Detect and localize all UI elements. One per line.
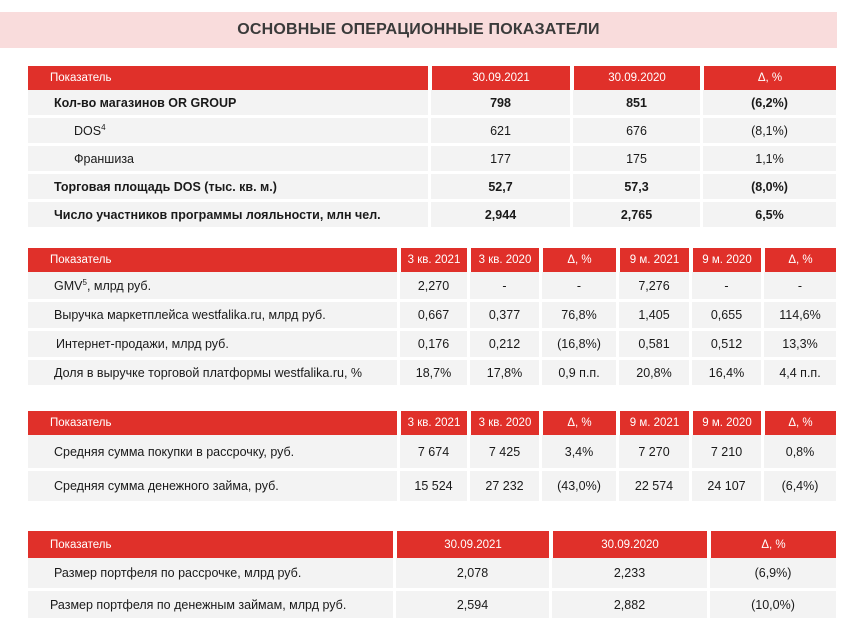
table-cell: 18,7%	[397, 360, 467, 388]
table-cell: 27 232	[467, 471, 539, 504]
column-header: 30.09.2020	[570, 66, 700, 90]
column-header: Δ, %	[539, 411, 616, 435]
table-cell: 0,8%	[761, 435, 836, 471]
table-cell: 2,944	[428, 202, 570, 230]
row-label: Доля в выручке торговой платформы westfalika.ru, %	[28, 360, 397, 388]
table-cell: (43,0%)	[539, 471, 616, 504]
table-cell: (6,4%)	[761, 471, 836, 504]
table-cell: -	[467, 272, 539, 302]
column-header: 30.09.2021	[428, 66, 570, 90]
row-label: Средняя сумма денежного займа, руб.	[28, 471, 397, 504]
table-cell: 7 210	[689, 435, 761, 471]
table-cell: 1,1%	[700, 146, 836, 174]
table-row	[28, 591, 836, 621]
table-cell: 24 107	[689, 471, 761, 504]
table-cell: 17,8%	[467, 360, 539, 388]
table-cell: 0,176	[397, 331, 467, 360]
table-cell: 22 574	[616, 471, 689, 504]
table-row	[28, 90, 836, 118]
table-cell: 676	[570, 118, 700, 146]
column-header: 9 м. 2020	[689, 411, 761, 435]
table-header-row	[28, 411, 836, 435]
row-label-suffix: , млрд руб.	[86, 278, 152, 293]
table-cell: 16,4%	[689, 360, 761, 388]
column-header: 9 м. 2021	[616, 411, 689, 435]
table-cell: 3,4%	[539, 435, 616, 471]
column-header: Δ, %	[539, 248, 616, 272]
table-row	[28, 331, 836, 360]
footnote-marker: 4	[101, 122, 106, 132]
row-label: Число участников программы лояльности, млн чел.	[28, 202, 428, 230]
column-header: 3 кв. 2021	[397, 411, 467, 435]
row-label: Выручка маркетплейса westfalika.ru, млрд руб.	[28, 302, 397, 331]
page-title: ОСНОВНЫЕ ОПЕРАЦИОННЫЕ ПОКАЗАТЕЛИ	[0, 12, 837, 48]
table-cell: 7,276	[616, 272, 689, 302]
table-cell: 0,581	[616, 331, 689, 360]
table-cell: 2,233	[549, 558, 707, 591]
table-row	[28, 360, 836, 388]
table-cell: 52,7	[428, 174, 570, 202]
footnote-marker: 5	[82, 277, 87, 287]
table-cell: -	[761, 272, 836, 302]
portfolio-table	[28, 531, 836, 621]
row-label-text: GMV	[54, 278, 83, 293]
table-cell: 0,377	[467, 302, 539, 331]
table-cell: 1,405	[616, 302, 689, 331]
table-cell: 13,3%	[761, 331, 836, 360]
row-label	[28, 118, 428, 146]
column-header: Δ, %	[707, 531, 836, 558]
row-label: Интернет-продажи, млрд руб.	[28, 331, 397, 360]
table-cell: -	[539, 272, 616, 302]
column-header: Показатель	[28, 66, 428, 90]
online-metrics-table	[28, 248, 836, 388]
row-label: Франшиза	[28, 146, 428, 174]
row-label-text: DOS	[74, 123, 102, 138]
table-cell: -	[689, 272, 761, 302]
table-cell: 4,4 п.п.	[761, 360, 836, 388]
table-cell: 177	[428, 146, 570, 174]
column-header: 30.09.2020	[549, 531, 707, 558]
table-cell: (8,1%)	[700, 118, 836, 146]
row-label: Кол-во магазинов OR GROUP	[28, 90, 428, 118]
table-row	[28, 272, 836, 302]
table-cell: (10,0%)	[707, 591, 836, 621]
table-cell: 621	[428, 118, 570, 146]
table-cell: 15 524	[397, 471, 467, 504]
column-header: Δ, %	[700, 66, 836, 90]
table-row	[28, 558, 836, 591]
column-header: 9 м. 2021	[616, 248, 689, 272]
table-cell: 57,3	[570, 174, 700, 202]
column-header: 9 м. 2020	[689, 248, 761, 272]
table-cell: (8,0%)	[700, 174, 836, 202]
table-cell: 7 270	[616, 435, 689, 471]
table-cell: 0,9 п.п.	[539, 360, 616, 388]
table-cell: 76,8%	[539, 302, 616, 331]
table-row	[28, 174, 836, 202]
table-cell: 2,765	[570, 202, 700, 230]
store-metrics-table	[28, 66, 836, 230]
table-cell: (6,2%)	[700, 90, 836, 118]
table-header-row	[28, 531, 836, 558]
table-row	[28, 146, 836, 174]
table-cell: 0,655	[689, 302, 761, 331]
row-label: Размер портфеля по рассрочке, млрд руб.	[28, 558, 393, 591]
row-label	[28, 272, 397, 302]
table-row	[28, 202, 836, 230]
column-header: 30.09.2021	[393, 531, 549, 558]
column-header: Δ, %	[761, 411, 836, 435]
row-label: Торговая площадь DOS (тыс. кв. м.)	[28, 174, 428, 202]
table-row	[28, 435, 836, 471]
table-row	[28, 471, 836, 504]
row-label: Размер портфеля по денежным займам, млрд руб.	[28, 591, 393, 621]
column-header: 3 кв. 2020	[467, 411, 539, 435]
row-label: Средняя сумма покупки в рассрочку, руб.	[28, 435, 397, 471]
column-header: 3 кв. 2020	[467, 248, 539, 272]
table-cell: 20,8%	[616, 360, 689, 388]
credit-metrics-table	[28, 411, 836, 504]
column-header: Показатель	[28, 248, 397, 272]
table-header-row	[28, 248, 836, 272]
table-cell: 6,5%	[700, 202, 836, 230]
table-cell: (16,8%)	[539, 331, 616, 360]
column-header: Δ, %	[761, 248, 836, 272]
table-cell: 851	[570, 90, 700, 118]
table-row	[28, 302, 836, 331]
column-header: Показатель	[28, 411, 397, 435]
table-cell: 2,270	[397, 272, 467, 302]
table-cell: 114,6%	[761, 302, 836, 331]
table-row	[28, 118, 836, 146]
table-cell: 2,594	[393, 591, 549, 621]
table-cell: 0,212	[467, 331, 539, 360]
table-cell: 175	[570, 146, 700, 174]
table-cell: 7 425	[467, 435, 539, 471]
column-header: 3 кв. 2021	[397, 248, 467, 272]
table-cell: 0,512	[689, 331, 761, 360]
column-header: Показатель	[28, 531, 393, 558]
table-cell: 2,078	[393, 558, 549, 591]
table-cell: 0,667	[397, 302, 467, 331]
table-cell: (6,9%)	[707, 558, 836, 591]
table-cell: 2,882	[549, 591, 707, 621]
table-cell: 7 674	[397, 435, 467, 471]
table-header-row	[28, 66, 836, 90]
table-cell: 798	[428, 90, 570, 118]
